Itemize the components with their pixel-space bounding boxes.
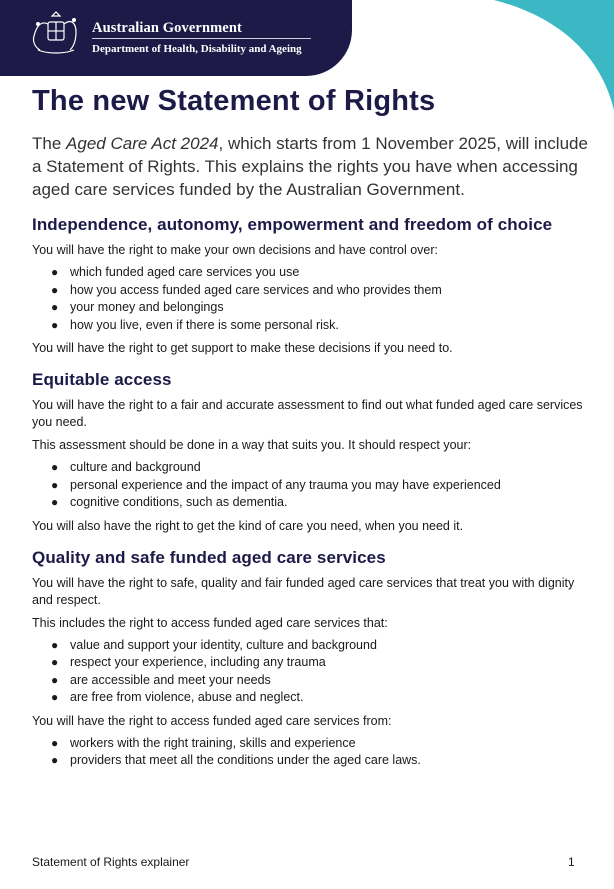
section-paragraph: You will have the right to make your own decisions and have control over: [32, 243, 439, 257]
list-item: ● culture and background [70, 459, 592, 477]
header-divider [92, 38, 311, 39]
list-item: ● how you access funded aged care services and who provides them [70, 282, 592, 300]
list-item: ● cognitive conditions, such as dementia. [70, 494, 592, 512]
department-name: Department of Health, Disability and Ageing [92, 43, 302, 55]
bullet-icon: ● [51, 265, 59, 279]
section-paragraph: You will have the right to a fair and accurate assessment to find out what funded aged care services you need. [32, 398, 583, 429]
bullet-list [32, 264, 592, 334]
act-name: Aged Care Act 2024 [66, 134, 219, 153]
bullet-list [32, 637, 592, 707]
bullet-list [32, 459, 592, 512]
bullet-icon: ● [51, 282, 59, 297]
section-paragraph: This assessment should be done in a way that suits you. It should respect your: [32, 438, 472, 452]
page-number: 1 [568, 855, 575, 869]
section-paragraph: You will have the right to access funded aged care services from: [32, 713, 392, 728]
bullet-icon: ● [51, 477, 59, 492]
section-heading-equitable-access: Equitable access [32, 370, 172, 389]
section-paragraph: You will have the right to get support to make these decisions if you need to. [32, 341, 453, 355]
bullet-icon: ● [51, 637, 59, 652]
bullet-icon: ● [51, 460, 59, 474]
bullet-icon: ● [51, 672, 59, 687]
bullet-icon: ● [51, 300, 59, 314]
page-title: The new Statement of Rights [32, 85, 436, 117]
section-paragraph: You will have the right to safe, quality and fair funded aged care services that treat you with dignity and respect. [32, 575, 575, 607]
coat-of-arms-icon [26, 10, 86, 58]
list-item: ● personal experience and the impact of any trauma you may have experienced [70, 477, 592, 495]
bullet-icon: ● [51, 317, 59, 332]
bullet-icon: ● [51, 753, 59, 767]
intro-paragraph [32, 132, 592, 201]
list-item: ● respect your experience, including any trauma [70, 654, 592, 672]
bullet-list [32, 735, 592, 770]
intro-prefix: The [32, 134, 67, 153]
list-item: ● your money and belongings [70, 299, 592, 317]
section-paragraph: This includes the right to access funded aged care services that: [32, 615, 388, 630]
intro-suffix: , which starts from 1 November 2025, will include a Statement of Rights. This explains the rights you have when accessing aged care services funded by the Australian Government. [32, 134, 588, 199]
section-heading-quality-safe: Quality and safe funded aged care services [32, 547, 386, 567]
list-item: ● providers that meet all the conditions under the aged care laws. [70, 752, 592, 770]
footer-document-name: Statement of Rights explainer [32, 855, 190, 869]
bullet-icon: ● [51, 735, 59, 750]
government-name: Australian Government [92, 20, 242, 36]
list-item: ● how you live, even if there is some personal risk. [70, 317, 592, 335]
list-item: ● which funded aged care services you use [70, 264, 592, 282]
list-item: ● are accessible and meet your needs [70, 672, 592, 690]
section-heading-independence: Independence, autonomy, empowerment and freedom of choice [32, 215, 553, 234]
bullet-icon: ● [51, 655, 59, 669]
list-item: ● value and support your identity, culture and background [70, 637, 592, 655]
bullet-icon: ● [51, 495, 59, 509]
document-body [32, 82, 592, 770]
list-item: ● workers with the right training, skills and experience [70, 735, 592, 753]
section-paragraph: You will also have the right to get the kind of care you need, when you need it. [32, 518, 464, 533]
list-item: ● are free from violence, abuse and neglect. [70, 689, 592, 707]
bullet-icon: ● [51, 690, 59, 704]
